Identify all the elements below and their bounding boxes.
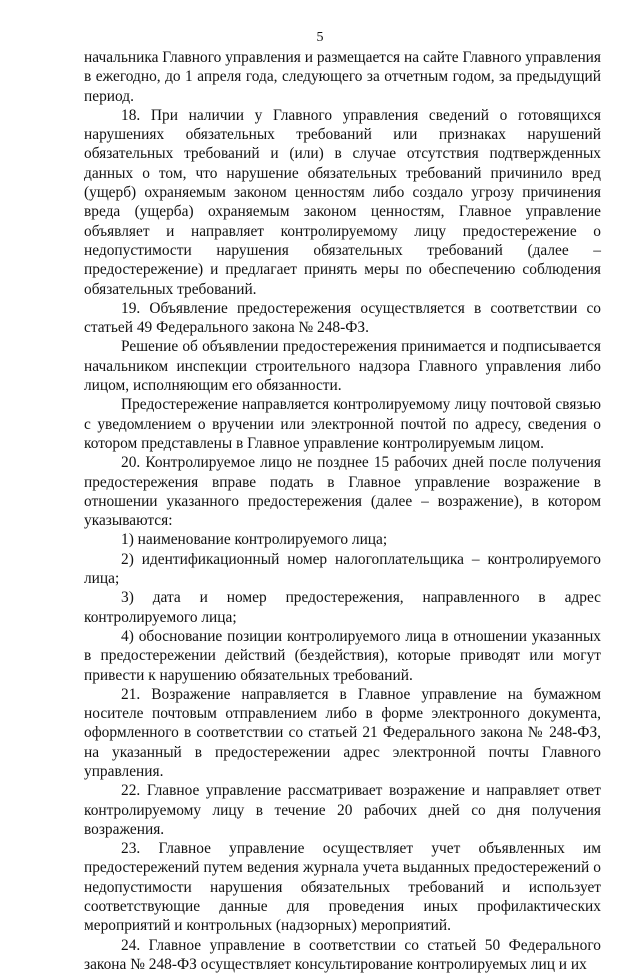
paragraph: 22. Главное управление рассматривает возражение и направляет ответ контролируемому лицу в течение 20 рабочих дней со дня получения возражения.: [84, 782, 601, 838]
paragraph: 24. Главное управление в соответствии со статьей 50 Федерального закона № 248-ФЗ осуществляет консультирование контролируемых лиц и их: [84, 936, 601, 973]
paragraph: 1) наименование контролируемого лица;: [121, 531, 388, 549]
paragraph: 23. Главное управление осуществляет учет объявленных им предостережений путем ведения журнала учета выданных предостережений о недопустимости нарушения обязательных требований и использует соответствующие данные для проведения иных профилактических мероприятий и контрольных (надзорных) мероприятий.: [84, 840, 601, 935]
paragraph: 4) обоснование позиции контролируемого лица в отношении указанных в предостережении действий (бездействия), которые приводят или могут привести к нарушению обязательных требований.: [84, 627, 601, 684]
paragraph: Решение об объявлении предостережения принимается и подписывается начальником инспекции строительного надзора Главного управления либо лицом, исполняющим его обязанности.: [84, 338, 601, 395]
paragraph: 18. При наличии у Главного управления сведений о готовящихся нарушениях обязательных требований или признаках нарушений обязательных требований и (или) в случае отсутствия подтвержденных данных о том, что нарушение обязательных требований причинило вред (ущерб) охраняемым законом ценностям либо создало угрозу причинения вреда (ущерба) охраняемым законом ценностям, Главное управление объявляет и направляет контролируемому лицу предостережение о недопустимости нарушения обязательных требований (далее – предостережение) и предлагает принять меры по обеспечению соблюдения обязательных требований.: [84, 106, 601, 298]
paragraph: 2) идентификационный номер налогоплательщика – контролируемого лица;: [84, 550, 601, 588]
paragraph: 19. Объявление предостережения осуществляется в соответствии со статьей 49 Федерального закона № 248-ФЗ.: [84, 299, 601, 337]
paragraph: начальника Главного управления и размещается на сайте Главного управления в ежегодно, до 1 апреля года, следующего за отчетным годом, за предыдущий период.: [84, 49, 601, 105]
paragraph: 3) дата и номер предостережения, направленного в адрес контролируемого лица;: [84, 589, 601, 626]
paragraph: 21. Возражение направляется в Главное управление на бумажном носителе почтовым отправлением либо в форме электронного документа, оформленного в соответствии со статьей 21 Федерального закона № 248-ФЗ, на указанный в предостережении адрес электронной почты Главного управления.: [84, 685, 601, 780]
paragraph: 20. Контролируемое лицо не позднее 15 рабочих дней после получения предостережения вправе подать в Главное управление возражение в отношении указанного предостережения (далее – возражение), в котором указываются:: [84, 454, 601, 530]
page-number: 5: [316, 30, 324, 45]
document-body: [84, 48, 601, 974]
paragraph: Предостережение направляется контролируемому лицу почтовой связью с уведомлением о вручении или электронной почтой по адресу, сведения о котором представлены в Главное управление контролируемым лицом.: [84, 396, 601, 452]
